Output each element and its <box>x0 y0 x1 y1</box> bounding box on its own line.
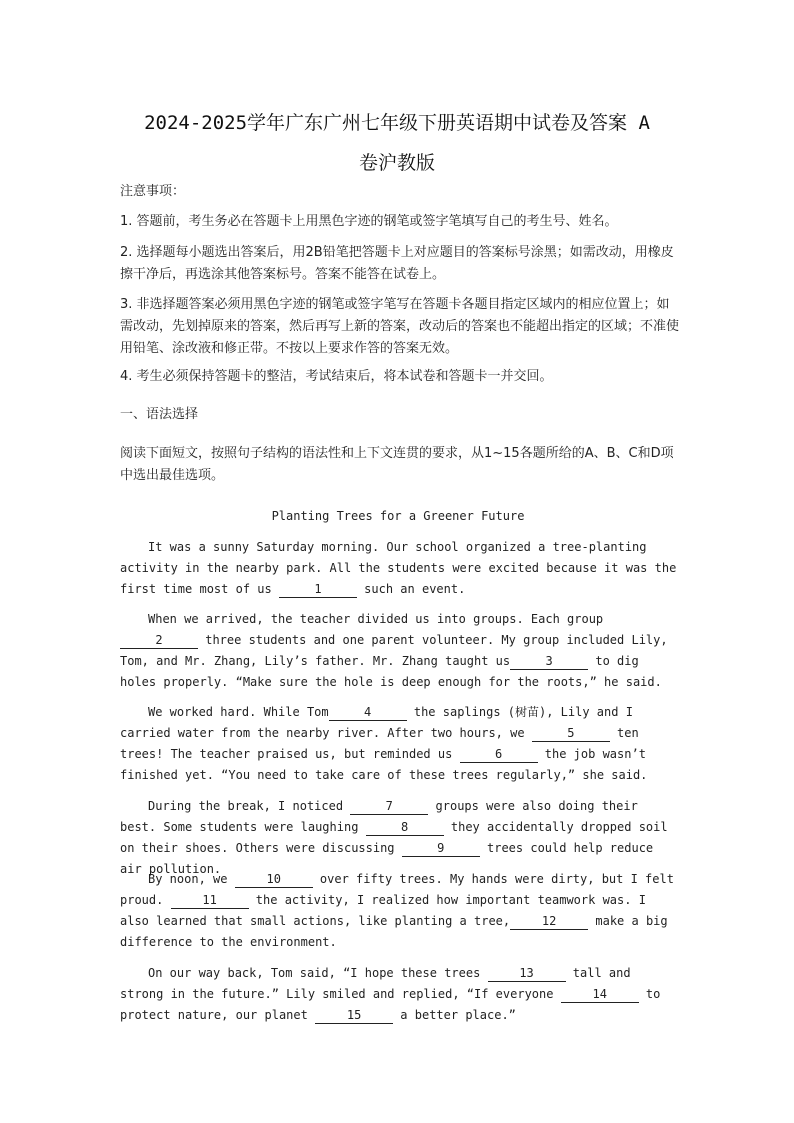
section-instructions: 阅读下面短文，按照句子结构的语法性和上下文连贯的要求，从1~15各题所给的A、B、C和D项中选出最佳选项。 <box>120 446 674 483</box>
passage-text: such an event. <box>356 582 466 596</box>
passage-text: When we arrived, the teacher divided us into groups. Each group <box>148 612 604 626</box>
passage-paragraph-1 <box>120 537 680 600</box>
answer-blank: 10 <box>235 872 313 888</box>
answer-blank: 14 <box>561 987 639 1003</box>
passage-title: Planting Trees for a Greener Future <box>271 509 525 523</box>
passage-text: make a big difference to the environment. <box>120 914 668 949</box>
passage-text: By noon, we <box>148 872 235 886</box>
answer-blank: 2 <box>120 633 198 649</box>
passage-text: tall and strong in the future.” Lily smiled and replied, “If everyone <box>120 966 631 1001</box>
section-heading: 一、语法选择 <box>120 407 199 422</box>
passage-text: over fifty trees. My hands were dirty, but I felt proud. <box>120 872 674 907</box>
answer-blank: 9 <box>402 841 480 857</box>
answer-blank: 11 <box>171 893 249 909</box>
notice-item-2: 2. 选择题每小题选出答案后，用2B铅笔把答题卡上对应题目的答案标号涂黑；如需改动，用橡皮擦干净后，再选涂其他答案标号。答案不能答在试卷上。 <box>120 245 674 282</box>
passage-paragraph-2 <box>120 609 680 693</box>
answer-blank: 12 <box>510 914 588 930</box>
passage-paragraph-6 <box>120 963 680 1026</box>
passage-text: to dig holes properly. “Make sure the hole is deep enough for the roots,” he said. <box>120 654 662 689</box>
passage-text: On our way back, Tom said, “I hope these trees <box>148 966 488 980</box>
passage-text: the saplings (树苗), Lily and I carried water from the nearby river. After two hours, we <box>120 705 633 740</box>
answer-blank: 4 <box>329 705 407 721</box>
passage-text: We worked hard. While Tom <box>148 705 329 719</box>
passage-paragraph-3 <box>120 702 680 786</box>
passage-text: trees could help reduce air pollution. <box>120 841 654 876</box>
answer-blank: 7 <box>350 799 428 815</box>
notice-heading: 注意事项： <box>120 184 186 199</box>
answer-blank: 8 <box>366 820 444 836</box>
passage-text: to protect nature, our planet <box>120 987 661 1022</box>
passage-text: It was a sunny Saturday morning. Our school organized a tree-planting activity in the nearby park. All the students were excited because it was the first time most of us <box>120 540 677 596</box>
passage-text: they accidentally dropped soil on their shoes. Others were discussing <box>120 820 668 855</box>
answer-blank: 3 <box>510 654 588 670</box>
passage-text: ten trees! The teacher praised us, but reminded us <box>120 726 639 761</box>
title-line-2: 卷沪教版 <box>358 152 435 174</box>
passage-text: three students and one parent volunteer. My group included Lily, Tom, and Mr. Zhang, Lily’s father. Mr. Zhang taught us <box>120 633 668 668</box>
answer-blank: 1 <box>279 582 357 598</box>
notice-item-1: 1. 答题前，考生务必在答题卡上用黑色字迹的钢笔或签字笔填写自己的考生号、姓名。 <box>120 214 618 229</box>
passage-paragraph-4 <box>120 796 680 880</box>
answer-blank: 13 <box>488 966 566 982</box>
passage-text: a better place.” <box>393 1008 516 1022</box>
passage-paragraph-5 <box>120 869 680 953</box>
passage-text: groups were also doing their best. Some students were laughing <box>120 799 638 834</box>
passage-text: During the break, I noticed <box>148 799 351 813</box>
passage-text: the job wasn’t finished yet. “You need to take care of these trees regularly,” she said. <box>120 747 648 782</box>
passage-text: the activity, I realized how important teamwork was. I also learned that small actions, like planting a tree, <box>120 893 646 928</box>
answer-blank: 6 <box>460 747 538 763</box>
answer-blank: 5 <box>532 726 610 742</box>
notice-item-4: 4. 考生必须保持答题卡的整洁，考试结束后，将本试卷和答题卡一并交回。 <box>120 369 553 384</box>
exam-title <box>100 103 694 183</box>
answer-blank: 15 <box>315 1008 393 1024</box>
title-line-1: 2024-2025学年广东广州七年级下册英语期中试卷及答案 A <box>144 112 650 134</box>
notice-item-3: 3. 非选择题答案必须用黑色字迹的钢笔或签字笔写在答题卡各题目指定区域内的相应位置上；如需改动，先划掉原来的答案，然后再写上新的答案，改动后的答案也不能超出指定的区域；不准使用铅笔、涂改液和修正带。不按以上要求作答的答案无效。 <box>120 297 680 356</box>
